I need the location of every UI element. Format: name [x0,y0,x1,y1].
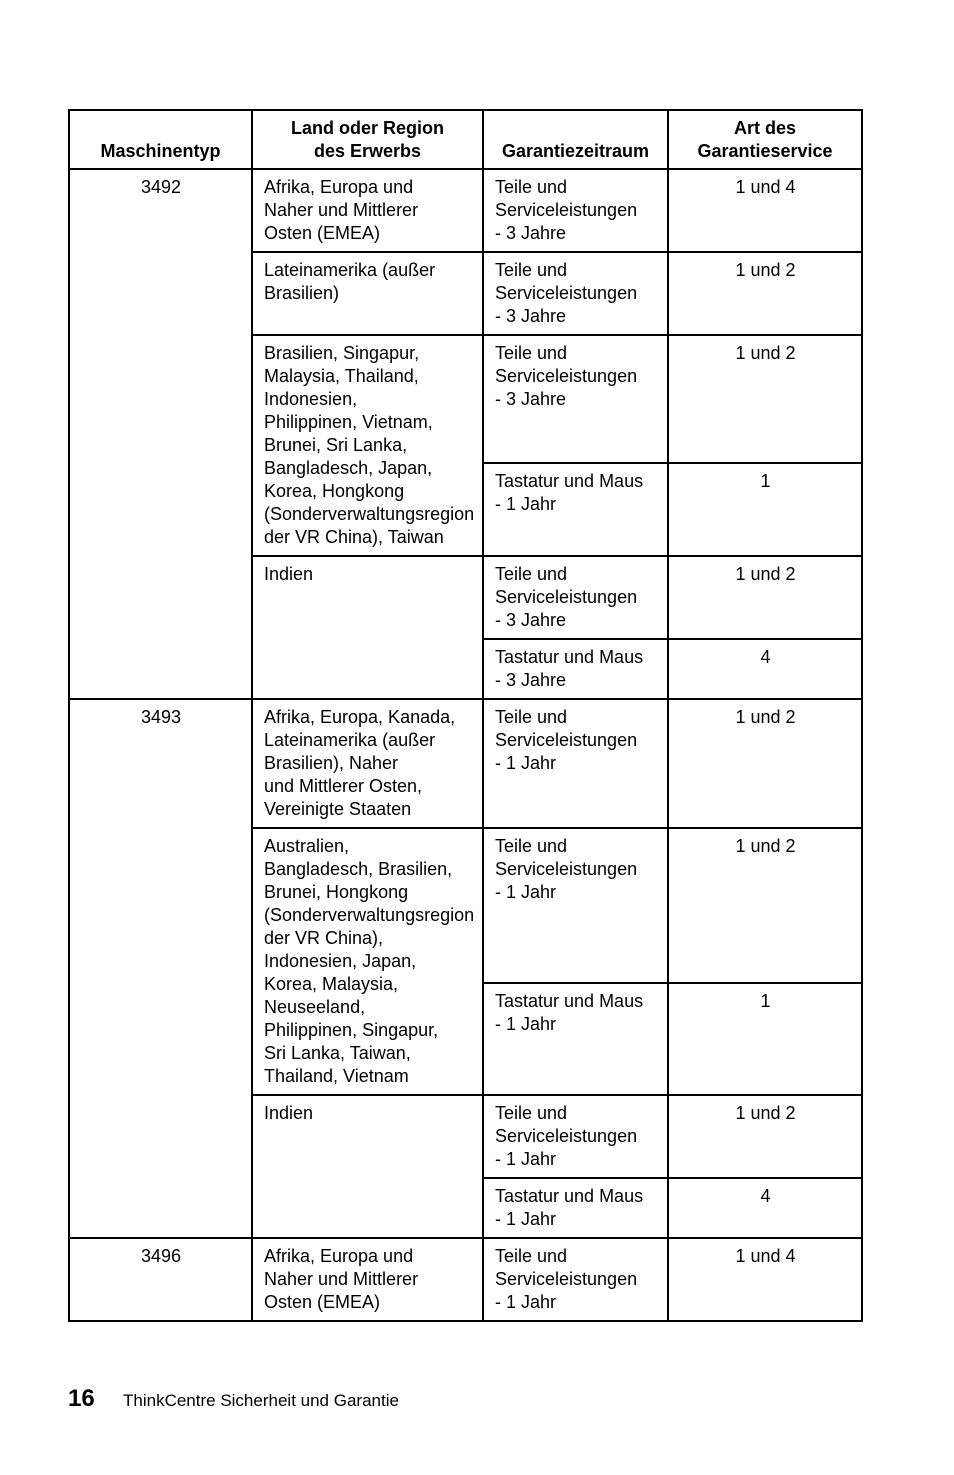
region-cell: Lateinamerika (außer Brasilien) [252,252,483,335]
region-cell: Afrika, Europa und Naher und Mittlerer Osten (EMEA) [252,1238,483,1321]
warranty-period-cell: Teile und Serviceleistungen - 3 Jahre [483,335,668,463]
service-type-cell: 4 [668,639,862,699]
table-body [69,169,862,1321]
machine-type-cell: 3493 [69,699,252,1238]
book-title: ThinkCentre Sicherheit und Garantie [123,1391,399,1410]
header-machine-type: Maschinentyp [69,110,252,169]
service-type-cell: 1 [668,463,862,556]
region-cell: Indien [252,1095,483,1238]
warranty-period-cell: Teile und Serviceleistungen - 3 Jahre [483,169,668,252]
table-row [69,1238,862,1321]
service-type-cell: 1 und 2 [668,828,862,983]
service-type-cell: 1 und 2 [668,699,862,828]
service-type-cell: 1 und 4 [668,169,862,252]
header-row [69,110,862,169]
table-row [69,169,862,252]
region-cell: Australien, Bangladesch, Brasilien, Brunei, Hongkong (Sonderverwaltungsregion der VR China), Indonesien, Japan, Korea, Malaysia, Neuseeland, Philippinen, Singapur, Sri Lanka, Taiwan, Thailand, Vietnam [252,828,483,1095]
service-type-cell: 1 und 2 [668,335,862,463]
warranty-period-cell: Tastatur und Maus - 3 Jahre [483,639,668,699]
service-type-cell: 1 und 4 [668,1238,862,1321]
warranty-period-cell: Tastatur und Maus - 1 Jahr [483,983,668,1095]
warranty-period-cell: Teile und Serviceleistungen - 1 Jahr [483,1238,668,1321]
region-cell: Indien [252,556,483,699]
warranty-period-cell: Teile und Serviceleistungen - 3 Jahre [483,556,668,639]
machine-type-cell: 3496 [69,1238,252,1321]
service-type-cell: 1 [668,983,862,1095]
region-cell: Afrika, Europa, Kanada, Lateinamerika (außer Brasilien), Naher und Mittlerer Osten, Vereinigte Staaten [252,699,483,828]
service-type-cell: 1 und 2 [668,1095,862,1178]
warranty-period-cell: Tastatur und Maus - 1 Jahr [483,463,668,556]
warranty-period-cell: Teile und Serviceleistungen - 1 Jahr [483,699,668,828]
warranty-period-cell: Teile und Serviceleistungen - 3 Jahre [483,252,668,335]
header-service-type: Art des Garantieservice [668,110,862,169]
service-type-cell: 1 und 2 [668,252,862,335]
table-row [69,699,862,828]
page-footer [68,1385,399,1413]
warranty-period-cell: Tastatur und Maus - 1 Jahr [483,1178,668,1238]
table-header [69,110,862,169]
region-cell: Afrika, Europa und Naher und Mittlerer Osten (EMEA) [252,169,483,252]
service-type-cell: 4 [668,1178,862,1238]
service-type-cell: 1 und 2 [668,556,862,639]
page-number: 16 [68,1385,95,1412]
header-region: Land oder Region des Erwerbs [252,110,483,169]
warranty-period-cell: Teile und Serviceleistungen - 1 Jahr [483,828,668,983]
header-warranty-period: Garantiezeitraum [483,110,668,169]
warranty-period-cell: Teile und Serviceleistungen - 1 Jahr [483,1095,668,1178]
warranty-table [68,109,863,1322]
region-cell: Brasilien, Singapur, Malaysia, Thailand, Indonesien, Philippinen, Vietnam, Brunei, Sri Lanka, Bangladesch, Japan, Korea, Hongkong (Sonderverwaltungsregion der VR China), Taiwan [252,335,483,556]
machine-type-cell: 3492 [69,169,252,699]
